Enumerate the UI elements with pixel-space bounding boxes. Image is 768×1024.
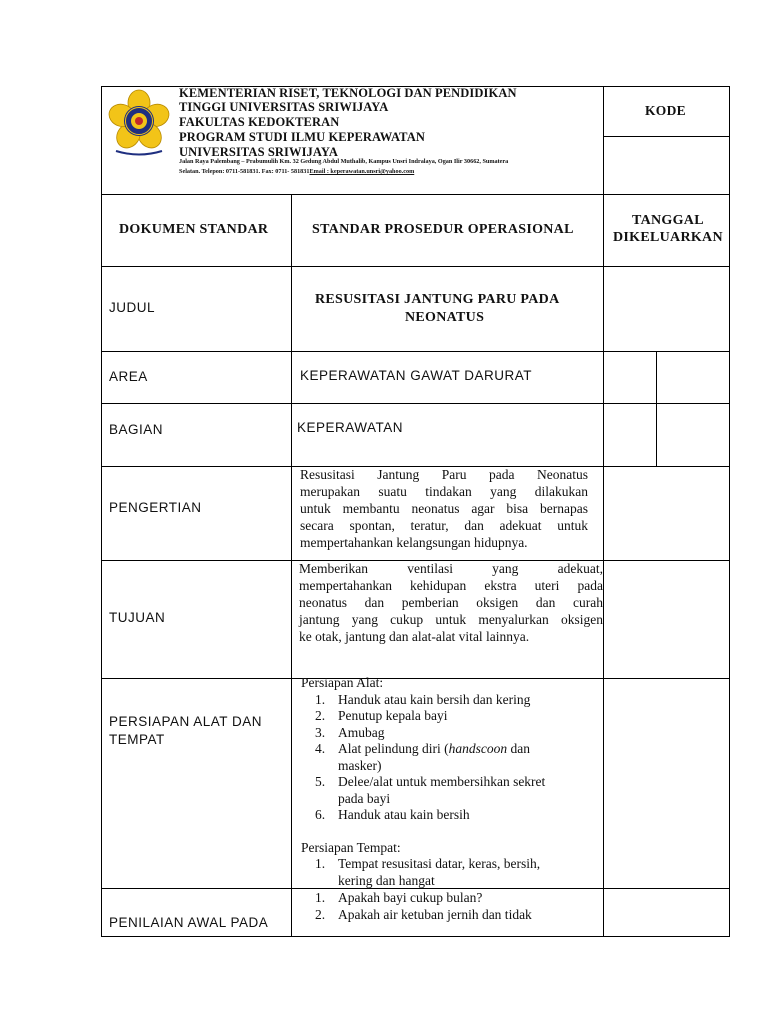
list-item: 5. Delee/alat untuk membersihkan sekret pada bayi xyxy=(315,774,546,806)
ministry-line: KEMENTERIAN RISET, TEKNOLOGI DAN PENDIDIKAN xyxy=(179,86,517,100)
persiapan-content xyxy=(301,675,601,889)
list-item: 2. Apakah air ketuban jernih dan tidak xyxy=(315,906,532,922)
university-line: TINGGI UNIVERSITAS SRIWIJAYA xyxy=(179,100,389,114)
university-logo-icon xyxy=(104,88,174,158)
text-line: mempertahankan kehidupan ekstra uteri pada xyxy=(299,578,603,593)
email-link[interactable]: Email : keperawatan.unsri@yahoo.com xyxy=(309,168,415,175)
rule xyxy=(729,86,730,937)
rule xyxy=(101,936,730,937)
phone-fax: Selatan. Telepon: 0711-581831. Fax: 0711- 581831 xyxy=(179,168,310,175)
penilaian-label: PENILAIAN AWAL PADA xyxy=(109,915,269,930)
text-line: untuk membantu neonatus agar bisa bernapas xyxy=(300,501,588,516)
rule xyxy=(101,194,730,195)
dokumen-standar-label: DOKUMEN STANDAR xyxy=(119,222,269,237)
address-line: Jalan Raya Palembang – Prabumulih Km. 32 Gedung Abdul Muthalib, Kampus Unsri Indralaya, Ogan Ilir 30662, Sumatera xyxy=(179,158,509,165)
text-line: merupakan suatu tindakan yang dilakukan xyxy=(300,484,588,499)
list-item: 1. Handuk atau kain bersih dan kering xyxy=(315,691,531,707)
rule xyxy=(101,403,730,404)
sop-label: STANDAR PROSEDUR OPERASIONAL xyxy=(312,222,574,237)
bagian-label: BAGIAN xyxy=(109,422,164,437)
list-item: 4. Alat pelindung diri (handscoon dan masker) xyxy=(315,741,530,773)
area-value: KEPERAWATAN GAWAT DARURAT xyxy=(300,368,533,383)
area-label: AREA xyxy=(109,369,148,384)
judul-title-line1: RESUSITASI JANTUNG PARU PADA xyxy=(315,292,560,307)
faculty-line: FAKULTAS KEDOKTERAN xyxy=(179,115,340,129)
tujuan-text xyxy=(299,560,603,645)
text-line: secara spontan, teratur, dan adekuat untuk xyxy=(300,518,588,533)
program-line: PROGRAM STUDI ILMU KEPERAWATAN xyxy=(179,130,425,144)
list-item: 6. Handuk atau kain bersih xyxy=(315,807,470,822)
tanggal-label: TANGGAL xyxy=(632,213,704,228)
pengertian-label: PENGERTIAN xyxy=(109,500,202,515)
rule xyxy=(656,351,657,466)
list-item: 1. Tempat resusitasi datar, keras, bersih, kering dan hangat xyxy=(315,856,541,888)
text-line: mempertahankan kelangsungan hidupnya. xyxy=(300,535,528,550)
address-contact-line xyxy=(179,167,414,177)
penilaian-content xyxy=(301,890,601,923)
dikeluarkan-label: DIKELUARKAN xyxy=(613,230,723,245)
rule xyxy=(603,86,604,937)
tujuan-label: TUJUAN xyxy=(109,610,166,625)
rule xyxy=(101,351,730,352)
rule xyxy=(291,194,292,937)
rule xyxy=(603,136,730,137)
text-line: ke otak, jantung dan alat-alat vital lainnya. xyxy=(299,629,530,644)
text-line: neonatus dan pemberian oksigen dan curah xyxy=(299,595,603,610)
text-line: Resusitasi Jantung Paru pada Neonatus xyxy=(300,467,588,482)
judul-label: JUDUL xyxy=(109,300,156,315)
pengertian-text xyxy=(300,466,588,551)
list-item: 3. Amubag xyxy=(315,724,385,740)
judul-title-line2: NEONATUS xyxy=(405,310,485,325)
university-name-line: UNIVERSITAS SRIWIJAYA xyxy=(179,145,338,159)
persiapan-label-line2: TEMPAT xyxy=(109,732,165,747)
text-line: jantung yang cukup untuk menyalurkan oksigen xyxy=(299,612,603,627)
persiapan-label-line1: PERSIAPAN ALAT DAN xyxy=(109,714,263,729)
rule xyxy=(101,86,102,937)
kode-label: KODE xyxy=(645,103,686,118)
tempat-heading: Persiapan Tempat: xyxy=(301,839,401,855)
bagian-value: KEPERAWATAN xyxy=(297,420,404,435)
rule xyxy=(101,266,730,267)
list-item: 2. Penutup kepala bayi xyxy=(315,708,448,723)
alat-heading: Persiapan Alat: xyxy=(301,675,384,690)
text-line: Memberikan ventilasi yang adekuat, xyxy=(299,561,603,576)
list-item: 1. Apakah bayi cukup bulan? xyxy=(315,890,483,905)
